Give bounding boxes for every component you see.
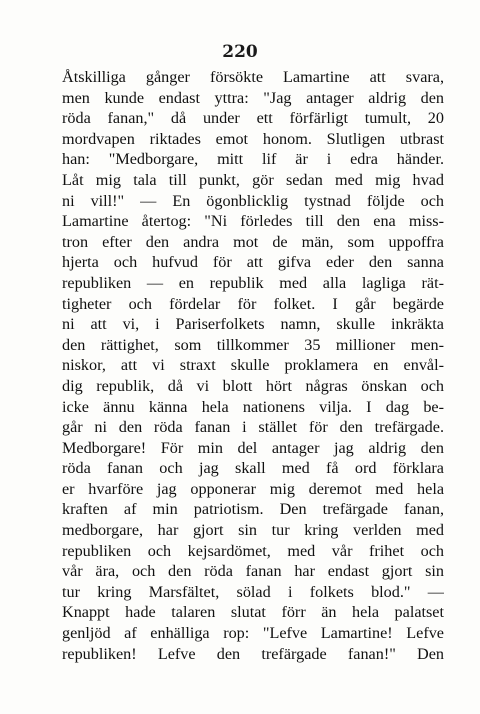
text-line: dig republik, då vi blott hört någras önskan och <box>62 376 444 395</box>
text-line: han: "Medborgare, mitt lif är i edra händer. <box>62 150 444 169</box>
text-line: Medborgare! För min del antager jag aldrig den <box>62 438 444 457</box>
text-line: tur kring Marsfältet, sölad i folkets blod." — <box>62 582 444 601</box>
text-line: medborgare, har gjort sin tur kring verlden med <box>62 521 444 540</box>
body-text <box>62 67 444 664</box>
text-line: kraften af min patriotism. Den trefärgade fanan, <box>62 500 444 519</box>
text-line: niskor, att vi straxt skulle proklamera en envål- <box>62 356 444 375</box>
text-line: röda fanan," då under ett förfärligt tumult, 20 <box>62 109 444 128</box>
text-line: Åtskilliga gånger försökte Lamartine att svara, <box>62 68 444 86</box>
text-line: Lamartine återtog: "Ni förledes till den ena miss- <box>62 212 444 231</box>
text-line: Låt mig tala till punkt, gör sedan med mig hvad <box>62 170 444 189</box>
text-line: republiken och kejsardömet, med vår frihet och <box>62 541 444 560</box>
text-line: ni att vi, i Pariserfolkets namn, skulle inkräkta <box>62 315 444 334</box>
text-line: er hvarföre jag opponerar mig deremot med hela <box>62 479 444 498</box>
text-line: icke ännu känna hela nationens vilja. I dag be- <box>62 397 444 416</box>
text-line: republiken! Lefve den trefärgade fanan!" Den <box>62 644 444 663</box>
text-line: Knappt hade talaren slutat förr än hela palatset <box>62 603 444 622</box>
text-line: ni vill!" — En ögonblicklig tystnad följde och <box>62 191 444 210</box>
text-line: hjerta och hufvud för att gifva eder den sanna <box>62 253 444 272</box>
text-line: röda fanan och jag skall med få ord förklara <box>62 459 444 478</box>
text-line: mordvapen riktades emot honom. Slutligen utbrast <box>62 129 444 148</box>
text-line: vår ära, och den röda fanan har endast gjort sin <box>62 562 444 581</box>
page-number: 220 <box>222 42 258 62</box>
text-line: men kunde endast yttra: "Jag antager aldrig den <box>62 88 444 107</box>
text-line: tron efter den andra mot de män, som uppoffra <box>62 232 444 251</box>
text-line: genljöd af enhälliga rop: "Lefve Lamartine! Lefve <box>62 624 444 643</box>
text-line: republiken — en republik med alla lagliga rät- <box>62 273 444 292</box>
text-line: den rättighet, som tillkommer 35 millioner men- <box>62 335 444 354</box>
text-line: går ni den röda fanan i stället för den trefärgade. <box>62 418 444 437</box>
text-line: tigheter och fördelar för folket. I går begärde <box>62 294 444 313</box>
